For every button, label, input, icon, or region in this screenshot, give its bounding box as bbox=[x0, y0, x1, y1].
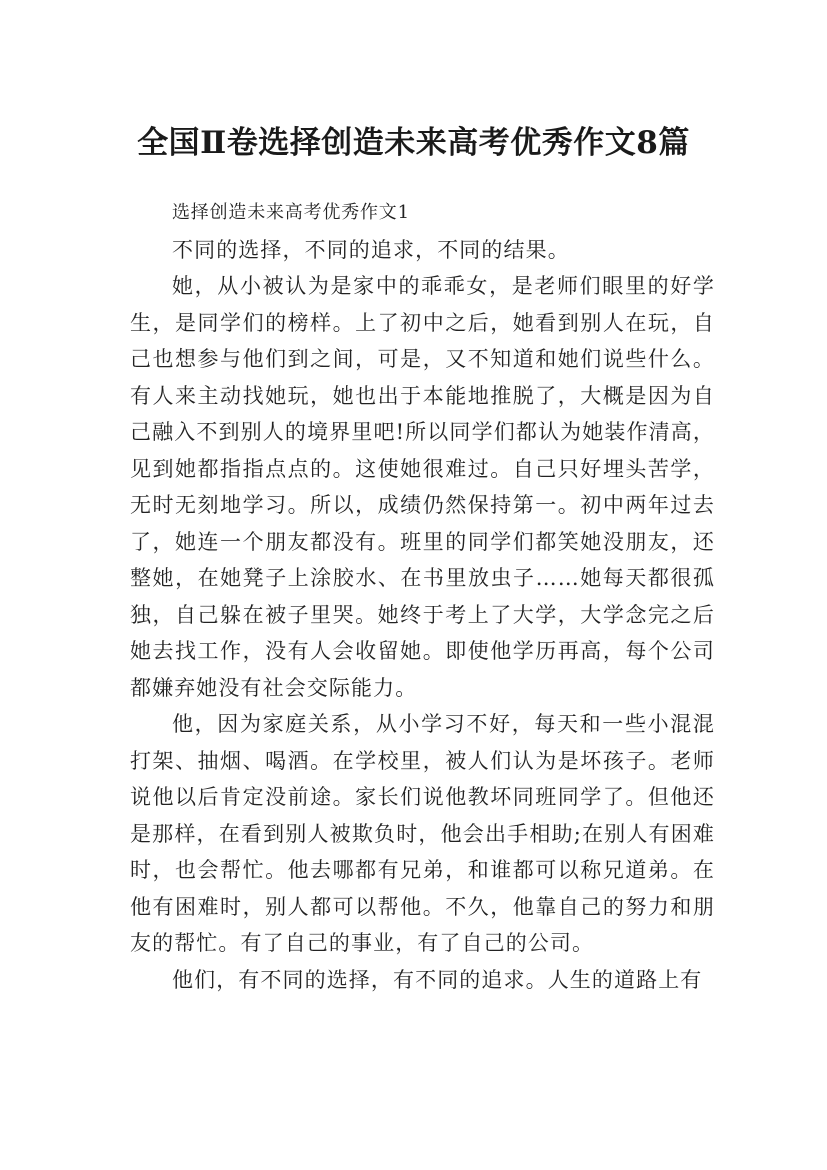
paragraph-4: 他们，有不同的选择，有不同的追求。人生的道路上有 bbox=[172, 967, 703, 992]
paragraph-1: 不同的选择，不同的追求，不同的结果。 bbox=[172, 237, 570, 262]
essay-subtitle: 选择创造未来高考优秀作文1 bbox=[172, 202, 410, 223]
document-title: 全国Ⅱ卷选择创造未来高考优秀作文8篇 bbox=[137, 124, 690, 161]
paragraph-2: 她，从小被认为是家中的乖乖女，是老师们眼里的好学生，是同学们的榜样。上了初中之后，她看到别人在玩，自己也想参与他们到之间，可是，又不知道和她们说些什么。有人来主动找她玩，她也出于本能地推脱了，大概是因为自己融入不到别人的境界里吧!所以同学们都认为她装作清高，见到她都指指点点的。这使她很难过。自己只好埋头苦学，无时无刻地学习。所以，成绩仍然保持第一。初中两年过去了，她连一个朋友都没有。班里的同学们都笑她没朋友，还整她，在她凳子上涂胶水、在书里放虫子……她每天都很孤独，自己躲在被子里哭。她终于考上了大学，大学念完之后她去找工作，没有人会收留她。即使他学历再高，每个公司都嫌弃她没有社会交际能力。 bbox=[130, 274, 715, 700]
paragraph-3: 他，因为家庭关系，从小学习不好，每天和一些小混混打架、抽烟、喝酒。在学校里，被人们认为是坏孩子。老师说他以后肯定没前途。家长们说他教坏同班同学了。但他还是那样，在看到别人被欺负时，他会出手相助;在别人有困难时，也会帮忙。他去哪都有兄弟，和谁都可以称兄道弟。在他有困难时，别人都可以帮他。不久，他靠自己的努力和朋友的帮忙。有了自己的事业，有了自己的公司。 bbox=[130, 712, 715, 955]
document-body bbox=[130, 195, 715, 998]
